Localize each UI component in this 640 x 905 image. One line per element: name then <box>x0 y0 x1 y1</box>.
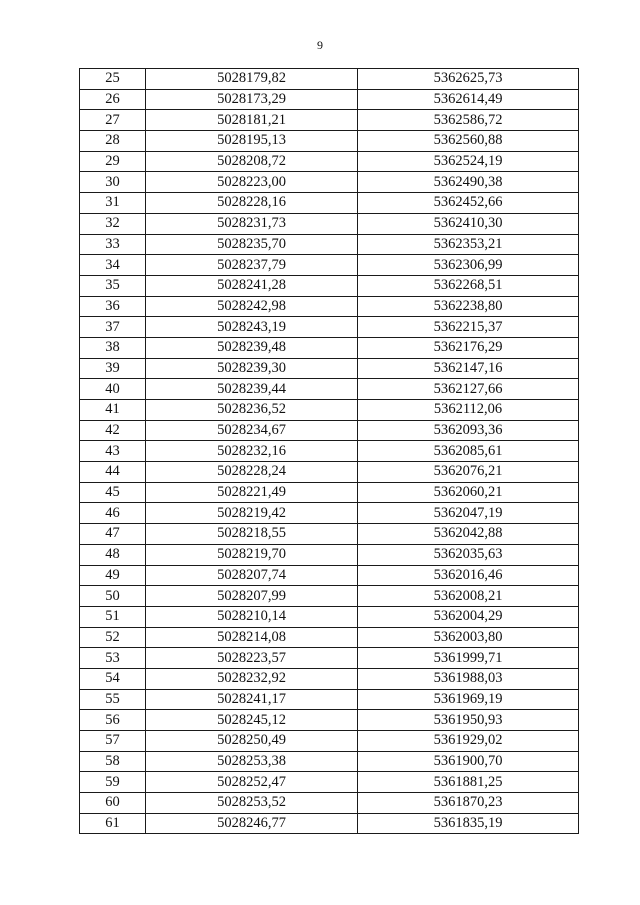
table-row <box>80 668 579 689</box>
point-number-cell: 39 <box>80 358 146 379</box>
point-number-cell: 46 <box>80 503 146 524</box>
point-number-cell: 26 <box>80 89 146 110</box>
x-coordinate-cell: 5028181,21 <box>146 110 358 131</box>
point-number-cell: 40 <box>80 379 146 400</box>
point-number-cell: 61 <box>80 813 146 834</box>
x-coordinate-cell: 5028236,52 <box>146 400 358 421</box>
x-coordinate-cell: 5028214,08 <box>146 627 358 648</box>
x-coordinate-cell: 5028245,12 <box>146 710 358 731</box>
x-coordinate-cell: 5028243,19 <box>146 317 358 338</box>
x-coordinate-cell: 5028221,49 <box>146 482 358 503</box>
y-coordinate-cell: 5362560,88 <box>358 131 579 152</box>
table-row <box>80 275 579 296</box>
table-row <box>80 296 579 317</box>
y-coordinate-cell: 5362215,37 <box>358 317 579 338</box>
y-coordinate-cell: 5362016,46 <box>358 565 579 586</box>
table-row <box>80 710 579 731</box>
table-row <box>80 524 579 545</box>
point-number-cell: 57 <box>80 731 146 752</box>
x-coordinate-cell: 5028241,28 <box>146 275 358 296</box>
x-coordinate-cell: 5028235,70 <box>146 234 358 255</box>
y-coordinate-cell: 5362003,80 <box>358 627 579 648</box>
table-row <box>80 482 579 503</box>
table-row <box>80 358 579 379</box>
x-coordinate-cell: 5028228,16 <box>146 193 358 214</box>
x-coordinate-cell: 5028223,57 <box>146 648 358 669</box>
table-row <box>80 213 579 234</box>
y-coordinate-cell: 5362176,29 <box>358 337 579 358</box>
point-number-cell: 29 <box>80 151 146 172</box>
point-number-cell: 30 <box>80 172 146 193</box>
coordinates-table-body <box>80 69 579 834</box>
x-coordinate-cell: 5028207,99 <box>146 586 358 607</box>
point-number-cell: 47 <box>80 524 146 545</box>
table-row <box>80 772 579 793</box>
point-number-cell: 49 <box>80 565 146 586</box>
x-coordinate-cell: 5028237,79 <box>146 255 358 276</box>
x-coordinate-cell: 5028218,55 <box>146 524 358 545</box>
x-coordinate-cell: 5028246,77 <box>146 813 358 834</box>
point-number-cell: 32 <box>80 213 146 234</box>
table-row <box>80 110 579 131</box>
x-coordinate-cell: 5028239,48 <box>146 337 358 358</box>
table-row <box>80 234 579 255</box>
y-coordinate-cell: 5362076,21 <box>358 462 579 483</box>
point-number-cell: 35 <box>80 275 146 296</box>
point-number-cell: 58 <box>80 751 146 772</box>
x-coordinate-cell: 5028219,42 <box>146 503 358 524</box>
table-row <box>80 131 579 152</box>
table-row <box>80 379 579 400</box>
point-number-cell: 55 <box>80 689 146 710</box>
table-row <box>80 151 579 172</box>
table-row <box>80 317 579 338</box>
x-coordinate-cell: 5028239,44 <box>146 379 358 400</box>
y-coordinate-cell: 5361870,23 <box>358 793 579 814</box>
y-coordinate-cell: 5362452,66 <box>358 193 579 214</box>
x-coordinate-cell: 5028228,24 <box>146 462 358 483</box>
y-coordinate-cell: 5361881,25 <box>358 772 579 793</box>
x-coordinate-cell: 5028253,52 <box>146 793 358 814</box>
x-coordinate-cell: 5028223,00 <box>146 172 358 193</box>
y-coordinate-cell: 5362524,19 <box>358 151 579 172</box>
x-coordinate-cell: 5028239,30 <box>146 358 358 379</box>
coordinates-table <box>79 68 579 834</box>
point-number-cell: 45 <box>80 482 146 503</box>
point-number-cell: 44 <box>80 462 146 483</box>
table-row <box>80 751 579 772</box>
y-coordinate-cell: 5362353,21 <box>358 234 579 255</box>
point-number-cell: 25 <box>80 69 146 90</box>
x-coordinate-cell: 5028241,17 <box>146 689 358 710</box>
y-coordinate-cell: 5361969,19 <box>358 689 579 710</box>
point-number-cell: 41 <box>80 400 146 421</box>
x-coordinate-cell: 5028253,38 <box>146 751 358 772</box>
y-coordinate-cell: 5362042,88 <box>358 524 579 545</box>
point-number-cell: 53 <box>80 648 146 669</box>
point-number-cell: 27 <box>80 110 146 131</box>
y-coordinate-cell: 5362093,36 <box>358 420 579 441</box>
table-row <box>80 193 579 214</box>
x-coordinate-cell: 5028242,98 <box>146 296 358 317</box>
x-coordinate-cell: 5028219,70 <box>146 544 358 565</box>
point-number-cell: 48 <box>80 544 146 565</box>
x-coordinate-cell: 5028250,49 <box>146 731 358 752</box>
table-row <box>80 420 579 441</box>
table-row <box>80 337 579 358</box>
y-coordinate-cell: 5362147,16 <box>358 358 579 379</box>
y-coordinate-cell: 5362238,80 <box>358 296 579 317</box>
y-coordinate-cell: 5362035,63 <box>358 544 579 565</box>
x-coordinate-cell: 5028173,29 <box>146 89 358 110</box>
y-coordinate-cell: 5362060,21 <box>358 482 579 503</box>
page-number: 9 <box>317 38 323 52</box>
table-row <box>80 503 579 524</box>
table-row <box>80 586 579 607</box>
y-coordinate-cell: 5362268,51 <box>358 275 579 296</box>
point-number-cell: 36 <box>80 296 146 317</box>
point-number-cell: 28 <box>80 131 146 152</box>
x-coordinate-cell: 5028195,13 <box>146 131 358 152</box>
table-row <box>80 400 579 421</box>
y-coordinate-cell: 5362410,30 <box>358 213 579 234</box>
table-row <box>80 648 579 669</box>
x-coordinate-cell: 5028252,47 <box>146 772 358 793</box>
table-row <box>80 255 579 276</box>
x-coordinate-cell: 5028207,74 <box>146 565 358 586</box>
point-number-cell: 54 <box>80 668 146 689</box>
table-row <box>80 565 579 586</box>
point-number-cell: 42 <box>80 420 146 441</box>
y-coordinate-cell: 5361835,19 <box>358 813 579 834</box>
table-row <box>80 606 579 627</box>
point-number-cell: 52 <box>80 627 146 648</box>
table-row <box>80 441 579 462</box>
y-coordinate-cell: 5362614,49 <box>358 89 579 110</box>
y-coordinate-cell: 5362047,19 <box>358 503 579 524</box>
y-coordinate-cell: 5361929,02 <box>358 731 579 752</box>
y-coordinate-cell: 5362306,99 <box>358 255 579 276</box>
x-coordinate-cell: 5028208,72 <box>146 151 358 172</box>
table-row <box>80 689 579 710</box>
point-number-cell: 60 <box>80 793 146 814</box>
point-number-cell: 31 <box>80 193 146 214</box>
point-number-cell: 37 <box>80 317 146 338</box>
x-coordinate-cell: 5028234,67 <box>146 420 358 441</box>
table-row <box>80 69 579 90</box>
point-number-cell: 56 <box>80 710 146 731</box>
y-coordinate-cell: 5361999,71 <box>358 648 579 669</box>
y-coordinate-cell: 5362004,29 <box>358 606 579 627</box>
table-row <box>80 793 579 814</box>
y-coordinate-cell: 5362008,21 <box>358 586 579 607</box>
table-row <box>80 627 579 648</box>
x-coordinate-cell: 5028210,14 <box>146 606 358 627</box>
point-number-cell: 59 <box>80 772 146 793</box>
y-coordinate-cell: 5362625,73 <box>358 69 579 90</box>
point-number-cell: 50 <box>80 586 146 607</box>
table-row <box>80 462 579 483</box>
y-coordinate-cell: 5361988,03 <box>358 668 579 689</box>
table-row <box>80 89 579 110</box>
point-number-cell: 34 <box>80 255 146 276</box>
point-number-cell: 51 <box>80 606 146 627</box>
point-number-cell: 43 <box>80 441 146 462</box>
table-row <box>80 731 579 752</box>
y-coordinate-cell: 5362112,06 <box>358 400 579 421</box>
table-row <box>80 813 579 834</box>
table-row <box>80 544 579 565</box>
point-number-cell: 33 <box>80 234 146 255</box>
y-coordinate-cell: 5362586,72 <box>358 110 579 131</box>
y-coordinate-cell: 5361900,70 <box>358 751 579 772</box>
y-coordinate-cell: 5362490,38 <box>358 172 579 193</box>
x-coordinate-cell: 5028231,73 <box>146 213 358 234</box>
y-coordinate-cell: 5362085,61 <box>358 441 579 462</box>
y-coordinate-cell: 5361950,93 <box>358 710 579 731</box>
y-coordinate-cell: 5362127,66 <box>358 379 579 400</box>
x-coordinate-cell: 5028232,16 <box>146 441 358 462</box>
table-row <box>80 172 579 193</box>
x-coordinate-cell: 5028232,92 <box>146 668 358 689</box>
x-coordinate-cell: 5028179,82 <box>146 69 358 90</box>
point-number-cell: 38 <box>80 337 146 358</box>
